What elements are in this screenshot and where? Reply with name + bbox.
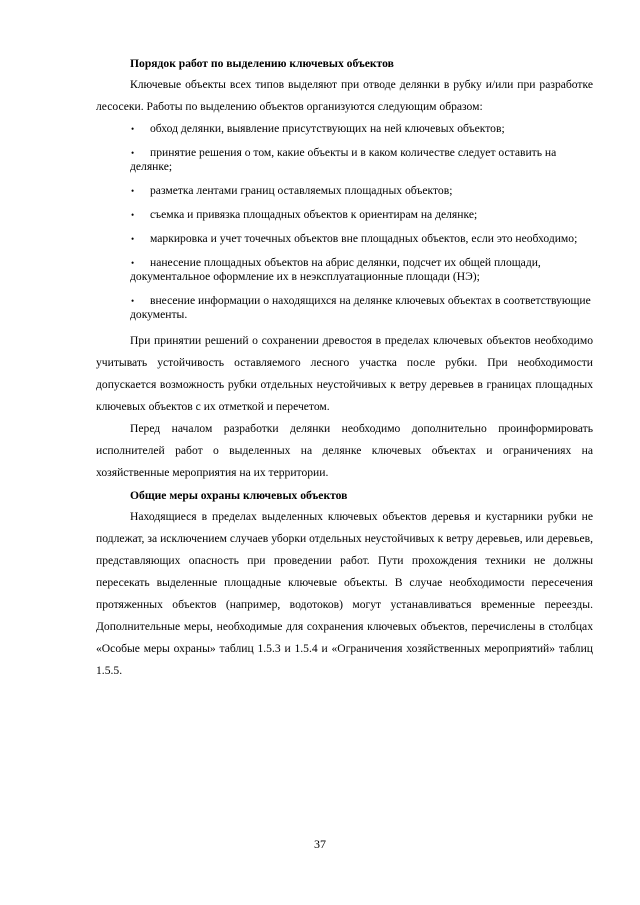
bullet-icon: • bbox=[131, 124, 135, 134]
list-item bbox=[96, 184, 593, 198]
bullet-icon: • bbox=[131, 210, 135, 220]
section-heading-procedure: Порядок работ по выделению ключевых объектов bbox=[130, 57, 394, 70]
list-item bbox=[96, 208, 593, 222]
bullet-icon: • bbox=[131, 296, 135, 306]
body-paragraph: Перед началом разработки делянки необходимо дополнительно проинформировать исполнителей работ о выделенных на делянке ключевых объектах и ограничениях на хозяйственные мероприятия на их территории. bbox=[96, 422, 593, 479]
list-item-text: обход делянки, выявление присутствующих на ней ключевых объектов; bbox=[150, 122, 505, 135]
list-item-text: разметка лентами границ оставляемых площадных объектов; bbox=[150, 184, 453, 197]
list-item-text: съемка и привязка площадных объектов к ориентирам на делянке; bbox=[150, 208, 478, 221]
list-item bbox=[96, 294, 593, 322]
list-item-text: принятие решения о том, какие объекты и в каком количестве следует оставить на делянке; bbox=[130, 146, 557, 173]
list-item-text: нанесение площадных объектов на абрис делянки, подсчет их общей площади, документальное оформление их в неэксплуатационные площади (НЭ); bbox=[130, 256, 541, 283]
work-steps-list bbox=[96, 122, 593, 322]
body-paragraph: При принятии решений о сохранении древостоя в пределах ключевых объектов необходимо учитывать устойчивость оставляемого лесного участка после рубки. При необходимости допускается возможность рубки отдельных неустойчивых к ветру деревьев в границах площадных ключевых объектов с их отметкой и перечетом. bbox=[96, 334, 593, 413]
body-paragraph: Находящиеся в пределах выделенных ключевых объектов деревья и кустарники рубки не подлежат, за исключением случаев уборки отдельных неустойчивых к ветру деревьев, или деревьев, представляющих опасность при проведении работ. Пути прохождения техники не должны пересекать выделенные площадные ключевые объекты. В случае необходимости пересечения протяженных объектов (например, водотоков) могут устанавливаться временные переезды. Дополнительные меры, необходимые для сохранения ключевых объектов, перечислены в столбцах «Особые меры охраны» таблиц 1.5.3 и 1.5.4 и «Ограничения хозяйственных мероприятий» таблиц 1.5.5. bbox=[96, 510, 593, 677]
list-item bbox=[96, 122, 593, 136]
list-item bbox=[96, 146, 593, 174]
bullet-icon: • bbox=[131, 234, 135, 244]
list-item bbox=[96, 232, 593, 246]
page-number: 37 bbox=[314, 837, 326, 851]
page-content bbox=[96, 54, 593, 682]
section-heading-protection: Общие меры охраны ключевых объектов bbox=[130, 489, 348, 502]
bullet-icon: • bbox=[131, 186, 135, 196]
bullet-icon: • bbox=[131, 148, 135, 158]
list-item-text: маркировка и учет точечных объектов вне площадных объектов, если это необходимо; bbox=[150, 232, 578, 245]
list-item bbox=[96, 256, 593, 284]
bullet-icon: • bbox=[131, 258, 135, 268]
list-item-text: внесение информации о находящихся на делянке ключевых объектах в соответствующие документы. bbox=[130, 294, 591, 321]
intro-paragraph: Ключевые объекты всех типов выделяют при отводе делянки в рубку и/или при разработке лесосеки. Работы по выделению объектов организуются следующим образом: bbox=[96, 78, 593, 113]
